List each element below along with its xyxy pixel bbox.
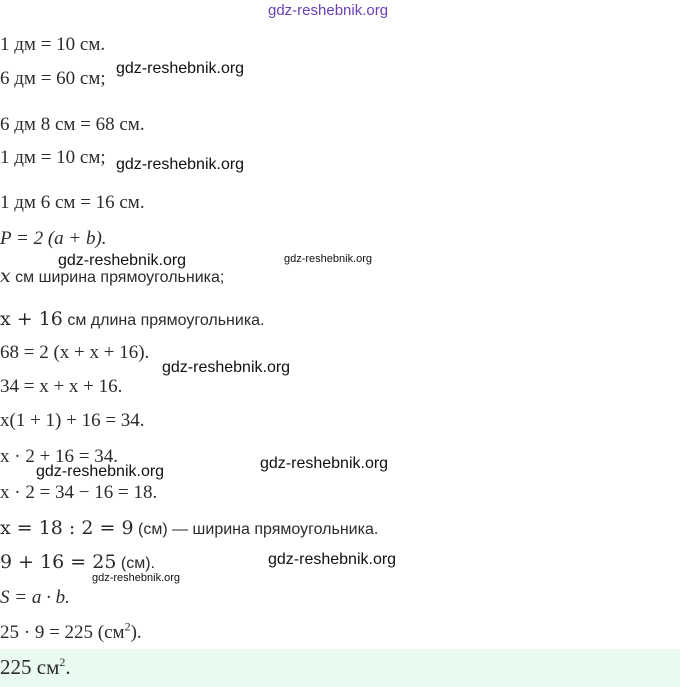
line-16: S = a · b. [0,587,70,608]
line-3: 6 дм 8 см = 68 см. [0,114,145,135]
line-17-expr: 25 · 9 = 225 (см [0,622,125,643]
line-2: 6 дм = 60 см; [0,68,106,89]
watermark-7: gdz-reshebnik.org [260,455,389,472]
watermark-2: gdz-reshebnik.org [116,156,245,173]
line-14-expr: x = 18 : 2 = 9 [0,517,134,539]
answer-sup: 2 [59,655,66,669]
answer-value: 225 см [0,655,60,679]
line-8-text: см длина прямоугольника. [62,312,265,329]
watermark-top[interactable]: gdz-reshebnik.org [268,2,389,19]
watermark-4: gdz-reshebnik.org [284,253,373,265]
line-14 [0,517,378,541]
var-x: x [0,265,11,287]
line-7-text: см ширина прямоугольника; [10,269,225,286]
line-5: 1 дм 6 см = 16 см. [0,192,145,213]
line-6: P = 2 (a + b). [0,228,107,249]
answer-box [0,649,680,687]
expr-x-plus-16: x + 16 [0,308,63,330]
line-17-end: ). [130,622,142,643]
line-15-text: (см). [116,555,155,572]
line-7 [0,265,224,289]
watermark-3: gdz-reshebnik.org [58,252,187,269]
watermark-6: gdz-reshebnik.org [36,463,165,480]
line-10: 34 = x + x + 16. [0,376,123,397]
watermark-9: gdz-reshebnik.org [92,572,181,584]
watermark-5: gdz-reshebnik.org [162,359,291,376]
line-11: x(1 + 1) + 16 = 34. [0,410,145,431]
line-12: x · 2 + 16 = 34. [0,446,119,467]
line-4: 1 дм = 10 см; [0,147,106,168]
watermark-8: gdz-reshebnik.org [268,551,397,568]
line-15-expr: 9 + 16 = 25 [0,551,117,573]
watermark-1: gdz-reshebnik.org [116,60,245,77]
line-17 [0,619,142,644]
line-9: 68 = 2 (x + x + 16). [0,342,150,363]
line-17-sup: 2 [124,619,131,634]
answer-end: . [65,655,71,679]
line-13: x · 2 = 34 − 16 = 18. [0,482,158,503]
line-8 [0,308,265,332]
line-1: 1 дм = 10 см. [0,34,106,55]
line-14-text: (см) — ширина прямоугольника. [133,521,379,538]
